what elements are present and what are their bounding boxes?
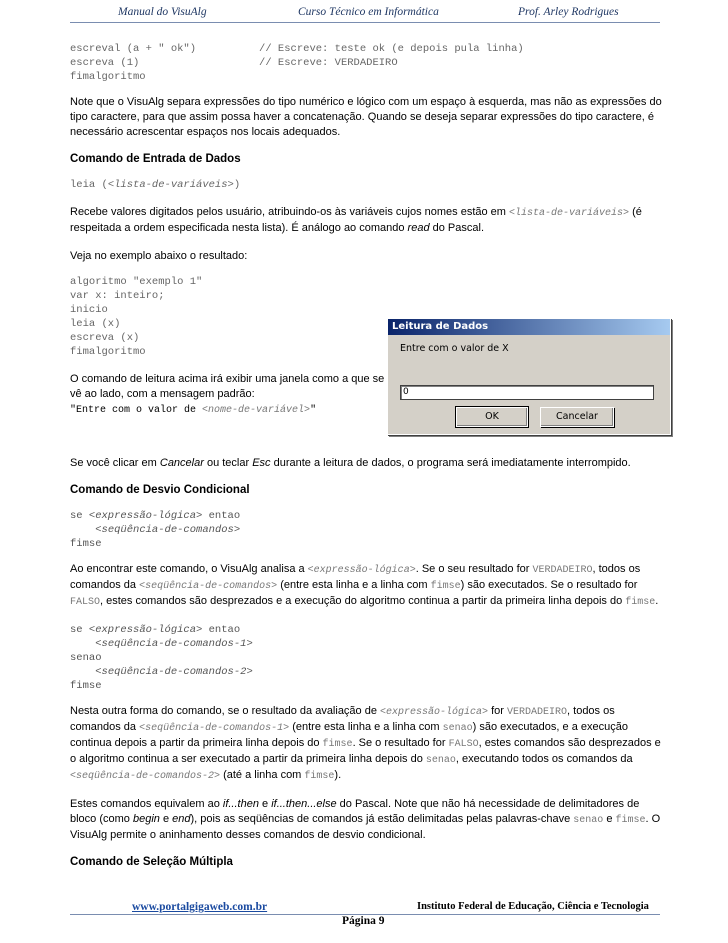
heading-entrada-de-dados: Comando de Entrada de Dados	[70, 153, 241, 165]
heading-desvio-condicional: Comando de Desvio Condicional	[70, 484, 250, 496]
page-number: Página 9	[342, 915, 385, 927]
paragraph-senao-explanation: Nesta outra forma do comando, se o resultado da avaliação de <expressão-lógica> for VERDADEIRO, todos os comandos da <seqüência-de-comandos-1> (entre esta linha e a linha com senao) são executados, e a execução continua depois a partir da primeira linha depois do fimse. Se o resultado for FALSO, estes comandos são desprezados e o algoritmo continua a ser executado a partir da primeira linha depois do senao, executando todos os comandos da <seqüência-de-comandos-2> (até a linha com fimse).	[70, 705, 661, 782]
code-block-se-fimse: se <expressão-lógica> entao <seqüência-de-comandos> fimse	[70, 510, 241, 550]
header-course: Curso Técnico em Informática	[298, 6, 439, 18]
dialog-prompt-label: Entre com o valor de X	[400, 343, 509, 354]
heading-selecao-multipla: Comando de Seleção Múltipla	[70, 856, 233, 868]
header-manual-title: Manual do VisuAlg	[118, 6, 207, 18]
paragraph-example-intro: Veja no exemplo abaixo o resultado:	[70, 250, 248, 262]
dialog-title: Leitura de Dados	[388, 319, 670, 335]
paragraph-dialog-explanation: O comando de leitura acima irá exibir uma janela como a que se vê ao lado, com a mensagem padrão: "Entre com o valor de <nome-de-variável>"	[70, 373, 385, 416]
footer-institute: Instituto Federal de Educação, Ciência e Tecnologia	[417, 901, 649, 912]
page-footer	[70, 899, 660, 929]
page-header	[70, 6, 660, 23]
ok-button[interactable]: OK	[456, 407, 528, 427]
page-content	[70, 42, 662, 868]
leia-syntax: leia (<lista-de-variáveis>)	[70, 179, 241, 191]
paragraph-pascal-equivalence: Estes comandos equivalem ao if...then e if...then...else do Pascal. Note que não há necessidade de delimitadores de bloco (como begin e end), pois as seqüências de comandos já estão delimitadas pelas palavras-chave senao e fimse. O VisuAlg permite o aninhamento desses comandos de desvio condicional.	[70, 798, 661, 841]
code-block-escreval: escreval (a + " ok") // Escreve: teste ok (e depois pula linha) escreva (1) // Escreve: VERDADEIRO fimalgoritmo	[70, 43, 524, 83]
paragraph-separation-note: Note que o VisuAlg separa expressões do tipo numérico e lógico com um espaço à esquerda, mas não as expressões do tipo caractere, para que assim possa haver a concatenação. Quando se deseja separar expressões do tipo caractere, é necessário acrescentar espaços nos locais adequados.	[70, 96, 662, 138]
code-block-exemplo-1: algoritmo "exemplo 1" var x: inteiro; inicio leia (x) escreva (x) fimalgoritmo	[70, 276, 203, 358]
paragraph-leia-description: Recebe valores digitados pelos usuário, atribuindo-os às variáveis cujos nomes estão em <lista-de-variáveis> (é respeitada a ordem especificada nesta lista). É análogo ao comando read do Pascal.	[70, 206, 642, 234]
paragraph-se-explanation: Ao encontrar este comando, o VisuAlg analisa a <expressão-lógica>. Se o seu resultado for VERDADEIRO, todos os comandos da <seqüência-de-comandos> (entre esta linha e a linha com fimse) são executados. Se o resultado for FALSO, estes comandos são desprezados e a execução do algoritmo continua a partir da primeira linha depois do fimse.	[70, 563, 659, 608]
cancel-button[interactable]: Cancelar	[540, 407, 614, 427]
dialog-value-input[interactable]: 0	[400, 385, 654, 400]
header-author: Prof. Arley Rodrigues	[518, 6, 619, 18]
leitura-de-dados-dialog	[387, 318, 671, 435]
code-block-se-senao: se <expressão-lógica> entao <seqüência-de-comandos-1> senao <seqüência-de-comandos-2> fimse	[70, 624, 253, 692]
paragraph-cancel-note: Se você clicar em Cancelar ou teclar Esc durante a leitura de dados, o programa será imediatamente interrompido.	[70, 457, 631, 469]
footer-website-link[interactable]: www.portalgigaweb.com.br	[132, 901, 268, 913]
